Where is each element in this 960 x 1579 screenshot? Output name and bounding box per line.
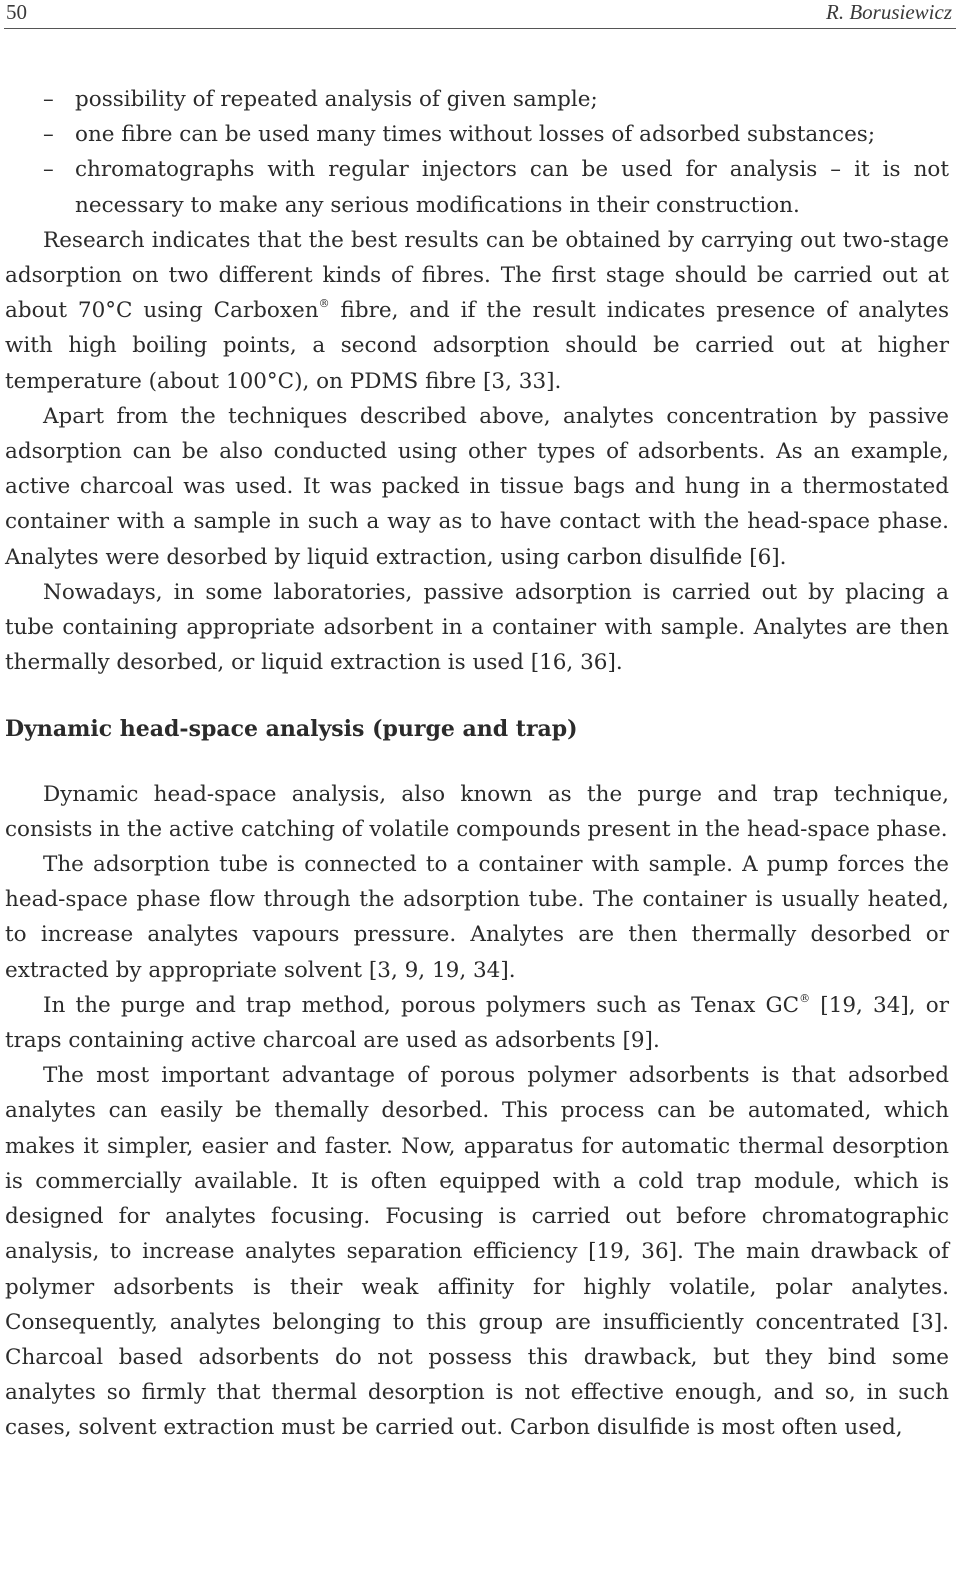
- paragraph: The adsorption tube is connected to a container with sample. A pump forces the head-space phase flow through the adsorption tube. The container is usually heated, to increase analytes vapours pressure. Analytes are then thermally desorbed or extracted by appropriate solvent [3, 9, 19, 34].: [5, 852, 949, 983]
- list-item: [5, 117, 949, 152]
- registered-mark: ®: [318, 297, 330, 311]
- registered-mark: ®: [799, 991, 811, 1005]
- running-header: [6, 0, 952, 26]
- header-rule: [4, 28, 956, 29]
- dash-marker: –: [43, 122, 54, 148]
- list-item-text: chromatographs with regular injectors can be used for analysis – it is not necessary to make any serious modifications in their construction.: [75, 157, 949, 218]
- paragraph-text: In the purge and trap method, porous polymers such as Tenax GC: [43, 992, 800, 1018]
- paragraph: The most important advantage of porous polymer adsorbents is that adsorbed analytes can easily be themally desorbed. This process can be automated, which makes it simpler, easier and faster. Now, apparatus for automatic thermal desorption is commercially available. It is often equipped with a cold trap module, which is designed for analytes focusing. Focusing is carried out before chromatographic analysis, to increase analytes separation efficiency [19, 36]. The main drawback of polymer adsorbents is their weak affinity for highly volatile, polar analytes. Consequently, analytes belonging to this group are insufficiently concentrated [3]. Charcoal based adsorbents do not possess this drawback, but they bind some analytes so firmly that thermal desorption is not effective enough, and so, in such cases, solvent extraction must be carried out. Carbon disulfide is most often used,: [5, 1063, 949, 1441]
- paragraph: [5, 988, 949, 1058]
- running-author: R. Borusiewicz: [826, 0, 952, 24]
- paragraph-text: Research indicates that the best results can be obtained by carrying out two-stage adsorption on two different kinds of fibres. The first stage should be carried out at about 70°C using Carboxen: [5, 227, 949, 324]
- list-item: [5, 82, 949, 117]
- paragraph-text: [19, 34], or traps containing active charcoal are used as adsorbents [9].: [5, 992, 949, 1054]
- paragraph: Apart from the techniques described above, analytes concentration by passive adsorption can be also conducted using other types of adsorbents. As an example, active charcoal was used. It was packed in tissue bags and hung in a thermostated container with a sample in such a way as to have contact with the head-space phase. Analytes were desorbed by liquid extraction, using carbon disulfide [6].: [5, 403, 949, 570]
- dash-marker: –: [43, 87, 54, 112]
- section-heading: Dynamic head-space analysis (purge and trap): [5, 716, 578, 743]
- paragraph: Dynamic head-space analysis, also known as the purge and trap technique, consists in the active catching of volatile compounds present in the head-space phase.: [5, 781, 949, 842]
- paragraph: [5, 223, 949, 399]
- list-item-text: one fibre can be used many times without losses of adsorbed substances;: [75, 122, 876, 148]
- body-text: [5, 82, 949, 1446]
- list-item: [5, 152, 949, 222]
- list-item-text: possibility of repeated analysis of given sample;: [75, 87, 598, 112]
- paragraph: Nowadays, in some laboratories, passive adsorption is carried out by placing a tube containing appropriate adsorbent in a container with sample. Analytes are then thermally desorbed, or liquid extraction is used [16, 36].: [5, 579, 949, 676]
- dash-marker: –: [43, 157, 54, 183]
- page-number: 50: [6, 0, 27, 24]
- paragraph-text: fibre, and if the result indicates presence of analytes with high boiling points, a second adsorption should be carried out at higher temperature (about 100°C), on PDMS fibre [3, 33].: [5, 298, 950, 394]
